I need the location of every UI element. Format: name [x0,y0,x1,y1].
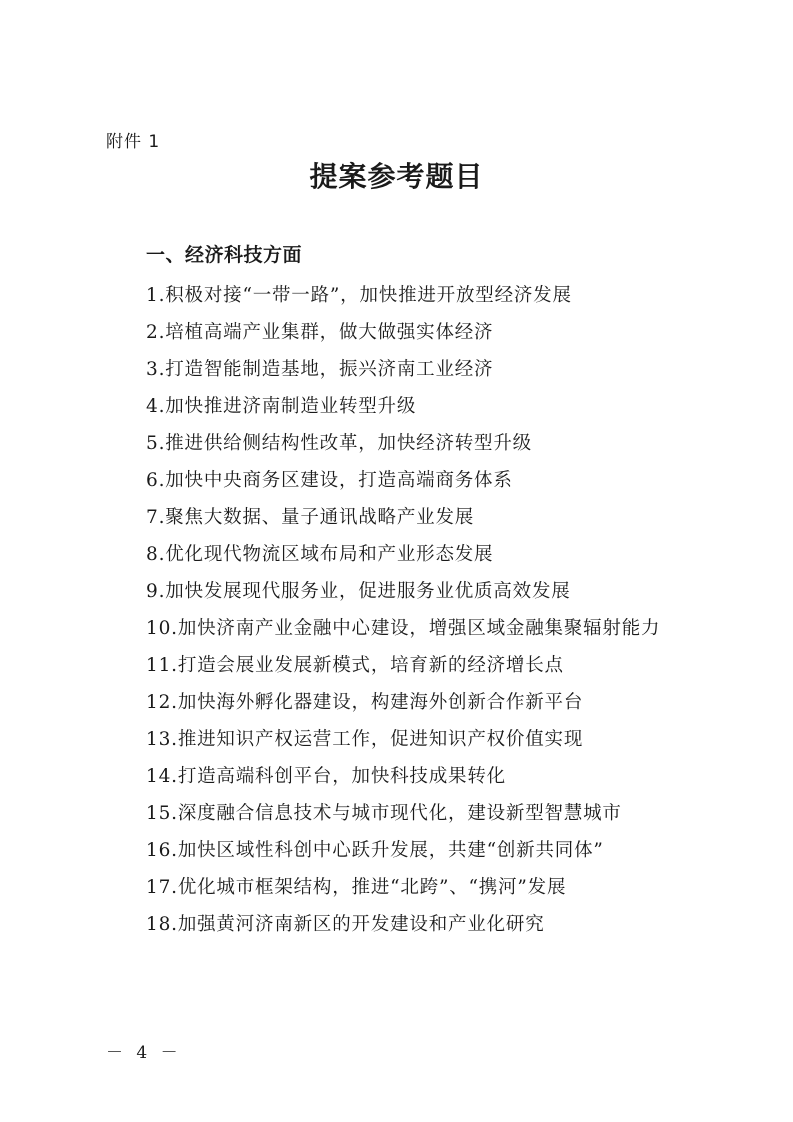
list-item: 2.培植高端产业集群，做大做强实体经济 [146,322,494,343]
list-item: 3.打造智能制造基地，振兴济南工业经济 [146,359,494,380]
list-item: 11.打造会展业发展新模式，培育新的经济增长点 [146,655,564,676]
list-item: 15.深度融合信息技术与城市现代化，建设新型智慧城市 [146,803,622,824]
list-item: 16.加快区域性科创中心跃升发展，共建“创新共同体” [146,840,604,861]
list-item: 12.加快海外孵化器建设，构建海外创新合作新平台 [146,692,584,713]
list-item: 7.聚焦大数据、量子通讯战略产业发展 [146,507,475,528]
attachment-label: 附件 1 [106,132,161,152]
list-item: 9.加快发展现代服务业，促进服务业优质高效发展 [146,581,571,602]
topic-list [106,277,706,943]
section-heading: 一、经济科技方面 [146,244,303,266]
page-number: － 4 － [106,1043,182,1063]
list-item: 8.优化现代物流区域布局和产业形态发展 [146,544,494,565]
list-item: 10.加快济南产业金融中心建设，增强区域金融集聚辐射能力 [146,618,661,639]
list-item: 1.积极对接“一带一路”，加快推进开放型经济发展 [146,285,572,306]
list-item: 18.加强黄河济南新区的开发建设和产业化研究 [146,914,545,935]
document-title: 提案参考题目 [309,160,484,193]
list-item: 6.加快中央商务区建设，打造高端商务体系 [146,470,513,491]
list-item: 13.推进知识产权运营工作，促进知识产权价值实现 [146,729,584,750]
list-item: 14.打造高端科创平台，加快科技成果转化 [146,766,506,787]
list-item: 17.优化城市框架结构，推进“北跨”、“携河”发展 [146,877,567,898]
list-item: 4.加快推进济南制造业转型升级 [146,396,417,417]
list-item: 5.推进供给侧结构性改革，加快经济转型升级 [146,433,532,454]
